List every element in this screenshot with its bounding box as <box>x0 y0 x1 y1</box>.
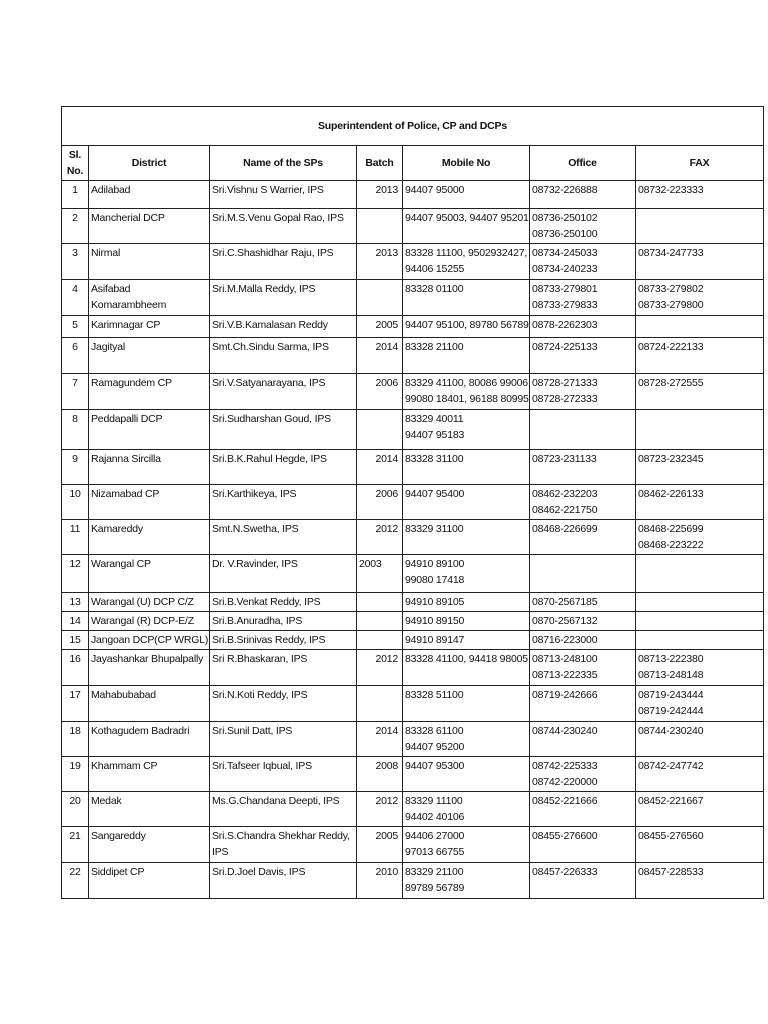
cell-sl-no: 13 <box>62 593 89 612</box>
cell-sl-no: 11 <box>62 520 89 555</box>
table-row <box>62 410 764 450</box>
cell-mobile: 83329 41100, 80086 99006 99080 18401, 96188 80995 <box>403 374 530 410</box>
cell-batch: 2012 <box>357 792 403 827</box>
cell-mobile: 83328 51100 <box>403 686 530 722</box>
table-row <box>62 520 764 555</box>
cell-batch: 2013 <box>357 181 403 209</box>
cell-sl-no: 20 <box>62 792 89 827</box>
cell-fax: 08462-226133 <box>636 485 764 520</box>
header-name: Name of the SPs <box>210 146 357 181</box>
cell-batch <box>357 209 403 244</box>
table-row <box>62 792 764 827</box>
cell-sl-no: 8 <box>62 410 89 450</box>
cell-sl-no: 1 <box>62 181 89 209</box>
cell-sl-no: 9 <box>62 450 89 485</box>
cell-name: Sri.C.Shashidhar Raju, IPS <box>210 244 357 280</box>
cell-district: Rajanna Sircilla <box>89 450 210 485</box>
cell-fax: 08723-232345 <box>636 450 764 485</box>
table-row <box>62 280 764 316</box>
table-row <box>62 722 764 757</box>
cell-fax: 08728-272555 <box>636 374 764 410</box>
cell-mobile: 83329 31100 <box>403 520 530 555</box>
cell-sl-no: 22 <box>62 863 89 899</box>
cell-name: Sri.B.Venkat Reddy, IPS <box>210 593 357 612</box>
cell-fax: 08742-247742 <box>636 757 764 792</box>
cell-mobile: 94407 95100, 89780 56789 <box>403 316 530 338</box>
cell-district: Adilabad <box>89 181 210 209</box>
cell-sl-no: 2 <box>62 209 89 244</box>
cell-name: Sri R.Bhaskaran, IPS <box>210 650 357 686</box>
cell-batch: 2010 <box>357 863 403 899</box>
cell-fax <box>636 316 764 338</box>
cell-mobile: 83328 21100 <box>403 338 530 374</box>
cell-mobile: 83329 40011 94407 95183 <box>403 410 530 450</box>
table-row <box>62 244 764 280</box>
sp-directory-table <box>61 106 764 899</box>
cell-district: Warangal (R) DCP-E/Z <box>89 612 210 631</box>
cell-name: Sri.Sudharshan Goud, IPS <box>210 410 357 450</box>
cell-name: Smt.N.Swetha, IPS <box>210 520 357 555</box>
cell-batch <box>357 280 403 316</box>
cell-name: Dr. V.Ravinder, IPS <box>210 555 357 593</box>
cell-district: Jagityal <box>89 338 210 374</box>
cell-mobile: 94910 89150 <box>403 612 530 631</box>
cell-name: Sri.V.Satyanarayana, IPS <box>210 374 357 410</box>
cell-batch: 2014 <box>357 450 403 485</box>
cell-fax <box>636 631 764 650</box>
cell-batch: 2006 <box>357 374 403 410</box>
cell-fax: 08724-222133 <box>636 338 764 374</box>
table-row <box>62 593 764 612</box>
cell-name: Sri.M.S.Venu Gopal Rao, IPS <box>210 209 357 244</box>
cell-office: 08724-225133 <box>530 338 636 374</box>
cell-office: 08455-276600 <box>530 827 636 863</box>
header-mobile: Mobile No <box>403 146 530 181</box>
cell-mobile: 94910 89105 <box>403 593 530 612</box>
cell-batch <box>357 593 403 612</box>
cell-mobile: 94407 95003, 94407 95201 <box>403 209 530 244</box>
cell-batch: 2003 <box>357 555 403 593</box>
cell-office: 08728-271333 08728-272333 <box>530 374 636 410</box>
cell-district: Mahabubabad <box>89 686 210 722</box>
cell-sl-no: 12 <box>62 555 89 593</box>
cell-office: 08744-230240 <box>530 722 636 757</box>
header-row <box>62 146 764 181</box>
cell-fax <box>636 612 764 631</box>
cell-mobile: 83329 21100 89789 56789 <box>403 863 530 899</box>
cell-office: 08723-231133 <box>530 450 636 485</box>
cell-office: 08742-225333 08742-220000 <box>530 757 636 792</box>
header-sl-no: Sl. No. <box>62 146 89 181</box>
header-fax: FAX <box>636 146 764 181</box>
table-row <box>62 631 764 650</box>
cell-mobile: 83328 31100 <box>403 450 530 485</box>
cell-batch: 2012 <box>357 650 403 686</box>
cell-office: 08716-223000 <box>530 631 636 650</box>
cell-office: 0870-2567185 <box>530 593 636 612</box>
cell-fax: 08732-223333 <box>636 181 764 209</box>
cell-district: Jangoan DCP(CP WRGL) <box>89 631 210 650</box>
cell-mobile: 83328 01100 <box>403 280 530 316</box>
table-row <box>62 485 764 520</box>
table-row <box>62 338 764 374</box>
cell-batch: 2005 <box>357 827 403 863</box>
cell-office: 08468-226699 <box>530 520 636 555</box>
table-row <box>62 316 764 338</box>
header-batch: Batch <box>357 146 403 181</box>
cell-mobile: 94910 89100 99080 17418 <box>403 555 530 593</box>
cell-office: 08719-242666 <box>530 686 636 722</box>
cell-district: Nizamabad CP <box>89 485 210 520</box>
cell-batch <box>357 612 403 631</box>
cell-name: Sri.Tafseer Iqbual, IPS <box>210 757 357 792</box>
cell-fax <box>636 593 764 612</box>
table-row <box>62 555 764 593</box>
cell-district: Khammam CP <box>89 757 210 792</box>
cell-office: 08462-232203 08462-221750 <box>530 485 636 520</box>
header-district: District <box>89 146 210 181</box>
cell-district: Warangal CP <box>89 555 210 593</box>
cell-batch: 2013 <box>357 244 403 280</box>
cell-mobile: 94407 95000 <box>403 181 530 209</box>
cell-district: Sangareddy <box>89 827 210 863</box>
cell-name: Sri.B.Srinivas Reddy, IPS <box>210 631 357 650</box>
cell-district: Peddapalli DCP <box>89 410 210 450</box>
cell-fax <box>636 209 764 244</box>
cell-name: Smt.Ch.Sindu Sarma, IPS <box>210 338 357 374</box>
table-row <box>62 757 764 792</box>
cell-office: 08452-221666 <box>530 792 636 827</box>
cell-sl-no: 6 <box>62 338 89 374</box>
cell-batch: 2012 <box>357 520 403 555</box>
cell-name: Sri.N.Koti Reddy, IPS <box>210 686 357 722</box>
cell-mobile: 94407 95300 <box>403 757 530 792</box>
table-row <box>62 863 764 899</box>
cell-batch <box>357 686 403 722</box>
cell-sl-no: 14 <box>62 612 89 631</box>
cell-district: Ramagundem CP <box>89 374 210 410</box>
cell-name: Sri.Karthikeya, IPS <box>210 485 357 520</box>
cell-sl-no: 18 <box>62 722 89 757</box>
cell-batch: 2014 <box>357 338 403 374</box>
cell-sl-no: 4 <box>62 280 89 316</box>
cell-district: Siddipet CP <box>89 863 210 899</box>
table-row <box>62 650 764 686</box>
cell-batch: 2008 <box>357 757 403 792</box>
cell-mobile: 94910 89147 <box>403 631 530 650</box>
cell-fax: 08457-228533 <box>636 863 764 899</box>
cell-mobile: 94407 95400 <box>403 485 530 520</box>
cell-office: 08734-245033 08734-240233 <box>530 244 636 280</box>
cell-district: Medak <box>89 792 210 827</box>
cell-name: Sri.Vishnu S Warrier, IPS <box>210 181 357 209</box>
cell-fax: 08733-279802 08733-279800 <box>636 280 764 316</box>
cell-name: Sri.M.Malla Reddy, IPS <box>210 280 357 316</box>
cell-batch <box>357 631 403 650</box>
table-row <box>62 209 764 244</box>
cell-mobile: 83329 11100 94402 40106 <box>403 792 530 827</box>
table-row <box>62 450 764 485</box>
cell-office: 08732-226888 <box>530 181 636 209</box>
cell-name: Sri.D.Joel Davis, IPS <box>210 863 357 899</box>
cell-mobile: 83328 11100, 9502932427, 94406 15255 <box>403 244 530 280</box>
cell-name: Sri.B.K.Rahul Hegde, IPS <box>210 450 357 485</box>
cell-district: Jayashankar Bhupalpally <box>89 650 210 686</box>
cell-district: Kamareddy <box>89 520 210 555</box>
cell-fax: 08468-225699 08468-223222 <box>636 520 764 555</box>
cell-name: Sri.Sunil Datt, IPS <box>210 722 357 757</box>
table-title: Superintendent of Police, CP and DCPs <box>62 107 764 146</box>
cell-office <box>530 410 636 450</box>
cell-sl-no: 21 <box>62 827 89 863</box>
cell-fax: 08744-230240 <box>636 722 764 757</box>
cell-office <box>530 555 636 593</box>
cell-district: Warangal (U) DCP C/Z <box>89 593 210 612</box>
cell-sl-no: 16 <box>62 650 89 686</box>
cell-fax <box>636 555 764 593</box>
cell-office: 0878-2262303 <box>530 316 636 338</box>
cell-name: Sri.V.B.Kamalasan Reddy <box>210 316 357 338</box>
cell-batch: 2006 <box>357 485 403 520</box>
cell-sl-no: 5 <box>62 316 89 338</box>
header-office: Office <box>530 146 636 181</box>
cell-office: 08736-250102 08736-250100 <box>530 209 636 244</box>
cell-district: Karimnagar CP <box>89 316 210 338</box>
cell-batch <box>357 410 403 450</box>
cell-district: Asifabad Komarambheem <box>89 280 210 316</box>
cell-mobile: 94406 27000 97013 66755 <box>403 827 530 863</box>
cell-office: 08457-226333 <box>530 863 636 899</box>
cell-office: 0870-2567132 <box>530 612 636 631</box>
table-row <box>62 686 764 722</box>
cell-fax <box>636 410 764 450</box>
table-row <box>62 827 764 863</box>
table-row <box>62 612 764 631</box>
cell-batch: 2014 <box>357 722 403 757</box>
cell-sl-no: 15 <box>62 631 89 650</box>
cell-sl-no: 3 <box>62 244 89 280</box>
cell-office: 08733-279801 08733-279833 <box>530 280 636 316</box>
cell-fax: 08455-276560 <box>636 827 764 863</box>
cell-district: Mancherial DCP <box>89 209 210 244</box>
cell-fax: 08719-243444 08719-242444 <box>636 686 764 722</box>
cell-name: Ms.G.Chandana Deepti, IPS <box>210 792 357 827</box>
cell-name: Sri.B.Anuradha, IPS <box>210 612 357 631</box>
cell-sl-no: 17 <box>62 686 89 722</box>
cell-district: Nirmal <box>89 244 210 280</box>
cell-district: Kothagudem Badradri <box>89 722 210 757</box>
cell-sl-no: 7 <box>62 374 89 410</box>
cell-mobile: 83328 41100, 94418 98005 <box>403 650 530 686</box>
cell-mobile: 83328 61100 94407 95200 <box>403 722 530 757</box>
cell-name: Sri.S.Chandra Shekhar Reddy, IPS <box>210 827 357 863</box>
cell-fax: 08734-247733 <box>636 244 764 280</box>
cell-sl-no: 19 <box>62 757 89 792</box>
cell-fax: 08713-222380 08713-248148 <box>636 650 764 686</box>
cell-office: 08713-248100 08713-222335 <box>530 650 636 686</box>
table-row <box>62 374 764 410</box>
table-row <box>62 181 764 209</box>
cell-batch: 2005 <box>357 316 403 338</box>
cell-sl-no: 10 <box>62 485 89 520</box>
cell-fax: 08452-221667 <box>636 792 764 827</box>
